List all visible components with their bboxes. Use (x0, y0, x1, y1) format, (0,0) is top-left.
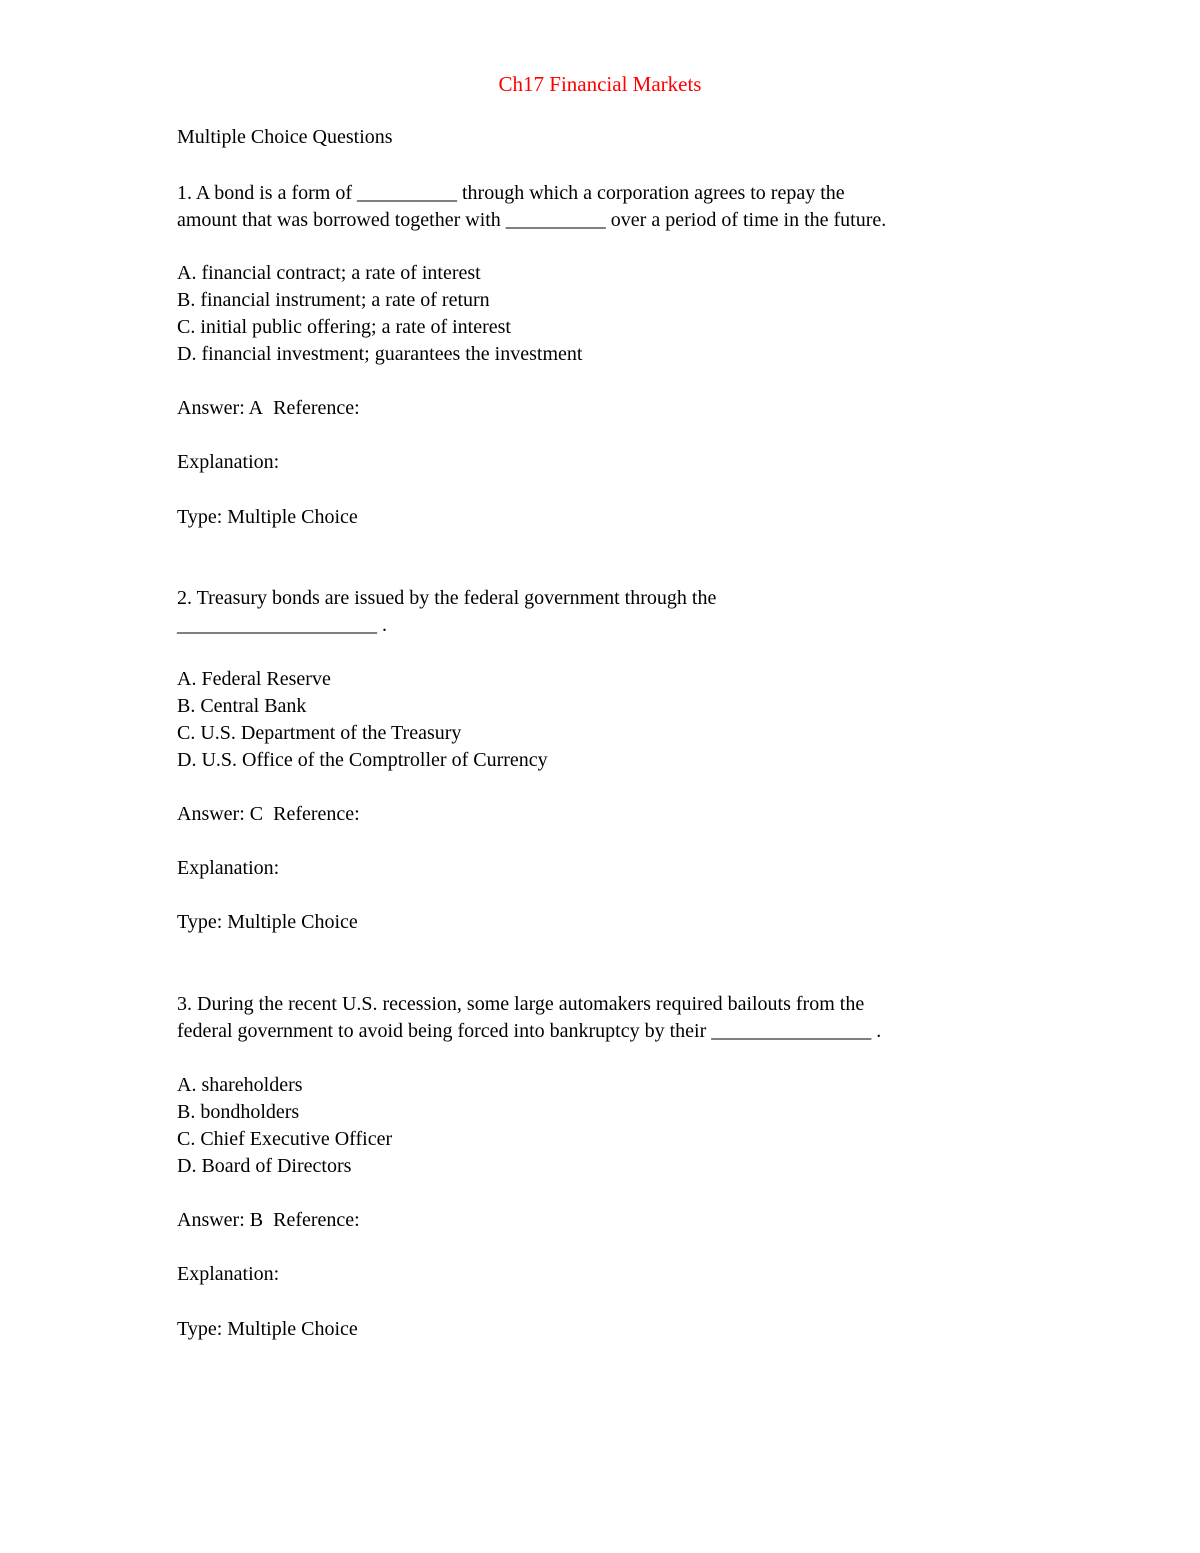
question-2-explanation: Explanation: (177, 857, 280, 879)
question-3-option-a: A. shareholders (177, 1074, 303, 1096)
question-1-stem-line-1: 1. A bond is a form of __________ through which a corporation agrees to repay the (177, 182, 845, 204)
question-2-option-c: C. U.S. Department of the Treasury (177, 722, 462, 744)
question-2-option-d: D. U.S. Office of the Comptroller of Currency (177, 749, 548, 771)
question-3-stem-line-2: federal government to avoid being forced into bankruptcy by their ________________ . (177, 1020, 882, 1042)
question-3-explanation: Explanation: (177, 1263, 280, 1285)
document-title: Ch17 Financial Markets (498, 72, 702, 96)
question-2-answer-line (177, 801, 360, 828)
question-3-type: Type: Multiple Choice (177, 1318, 358, 1340)
question-2-stem-line-1: 2. Treasury bonds are issued by the federal government through the (177, 587, 717, 609)
question-3-option-b: B. bondholders (177, 1101, 300, 1123)
question-2-option-a: A. Federal Reserve (177, 668, 331, 690)
question-1-answer-line (177, 395, 360, 422)
question-2-reference: Reference: (273, 803, 360, 825)
question-2-stem-line-2: ____________________ . (177, 614, 387, 636)
question-1-option-b: B. financial instrument; a rate of return (177, 289, 490, 311)
question-1-explanation: Explanation: (177, 451, 280, 473)
question-3-option-d: D. Board of Directors (177, 1155, 352, 1177)
question-2-option-b: B. Central Bank (177, 695, 307, 717)
question-1-answer: Answer: A (177, 397, 264, 419)
question-3-option-c: C. Chief Executive Officer (177, 1128, 393, 1150)
question-1-option-d: D. financial investment; guarantees the investment (177, 343, 583, 365)
question-1-type: Type: Multiple Choice (177, 506, 358, 528)
question-3-answer-line (177, 1207, 360, 1234)
question-3-reference: Reference: (273, 1209, 360, 1231)
question-2-type: Type: Multiple Choice (177, 911, 358, 933)
question-2-answer: Answer: C (177, 803, 264, 825)
question-1-stem-line-2: amount that was borrowed together with __________ over a period of time in the future. (177, 209, 887, 231)
question-3-stem-line-1: 3. During the recent U.S. recession, some large automakers required bailouts from the (177, 993, 865, 1015)
question-1-option-c: C. initial public offering; a rate of interest (177, 316, 511, 338)
question-1-reference: Reference: (273, 397, 360, 419)
question-1-option-a: A. financial contract; a rate of interest (177, 262, 481, 284)
question-3-answer: Answer: B (177, 1209, 264, 1231)
section-heading: Multiple Choice Questions (177, 126, 393, 148)
